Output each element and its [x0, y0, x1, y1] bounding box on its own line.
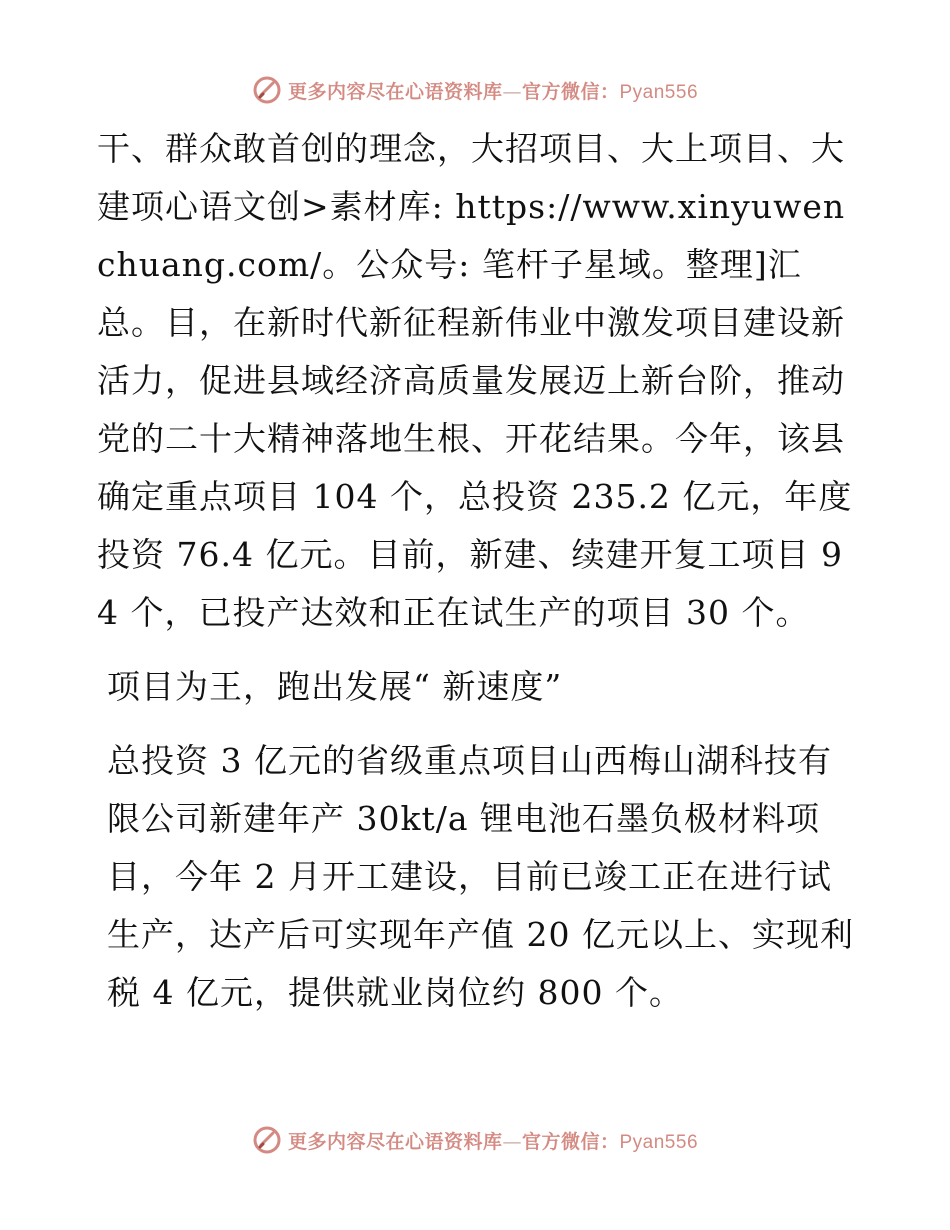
watermark-text [288, 77, 698, 104]
watermark-separator: — [502, 1130, 522, 1153]
watermark-main: 更多内容尽在心语资料库 [287, 80, 503, 103]
watermark-wechat-label: 官方微信： [521, 1130, 620, 1153]
paragraph-1: 干、群众敢首创的理念，大招项目、大上项目、大建项心语文创>素材库: https://www.xinyuwenchuang.com/。公众号: 笔杆子星域。整理]汇总。目，在新时代新征程新伟业中激发项目建设新活力，促进县域经济高质量发展迈上新台阶，推动党的二十大精神落地生根、开花结果。今年，该县确定重点项目 104 个，总投资 235.2 亿元，年度投资 76.4 亿元。目前，新建、续建开复工项目 94 个，已投产达效和正在试生产的项目 30 个。 [97, 129, 853, 632]
watermark-separator: — [502, 80, 522, 103]
brand-logo-icon [252, 1125, 282, 1155]
brand-logo-icon [252, 75, 282, 105]
document-body [97, 120, 857, 1022]
watermark-main: 更多内容尽在心语资料库 [287, 1130, 503, 1153]
footer-watermark [0, 1120, 950, 1160]
watermark-wechat-handle: Pyan556 [619, 81, 699, 103]
header-watermark [0, 70, 950, 110]
section-heading: 项目为王，跑出发展“ 新速度” [107, 667, 563, 706]
paragraph-2: 总投资 3 亿元的省级重点项目山西梅山湖科技有限公司新建年产 30kt/a 锂电池石墨负极材料项目，今年 2 月开工建设，目前已竣工正在进行试生产，达产后可实现年产值 20 亿元以上、实现利税 4 亿元，提供就业岗位约 800 个。 [107, 741, 854, 1012]
watermark-wechat-handle: Pyan556 [619, 1131, 699, 1153]
watermark-wechat-label: 官方微信： [521, 80, 620, 103]
watermark-text [288, 1127, 698, 1154]
